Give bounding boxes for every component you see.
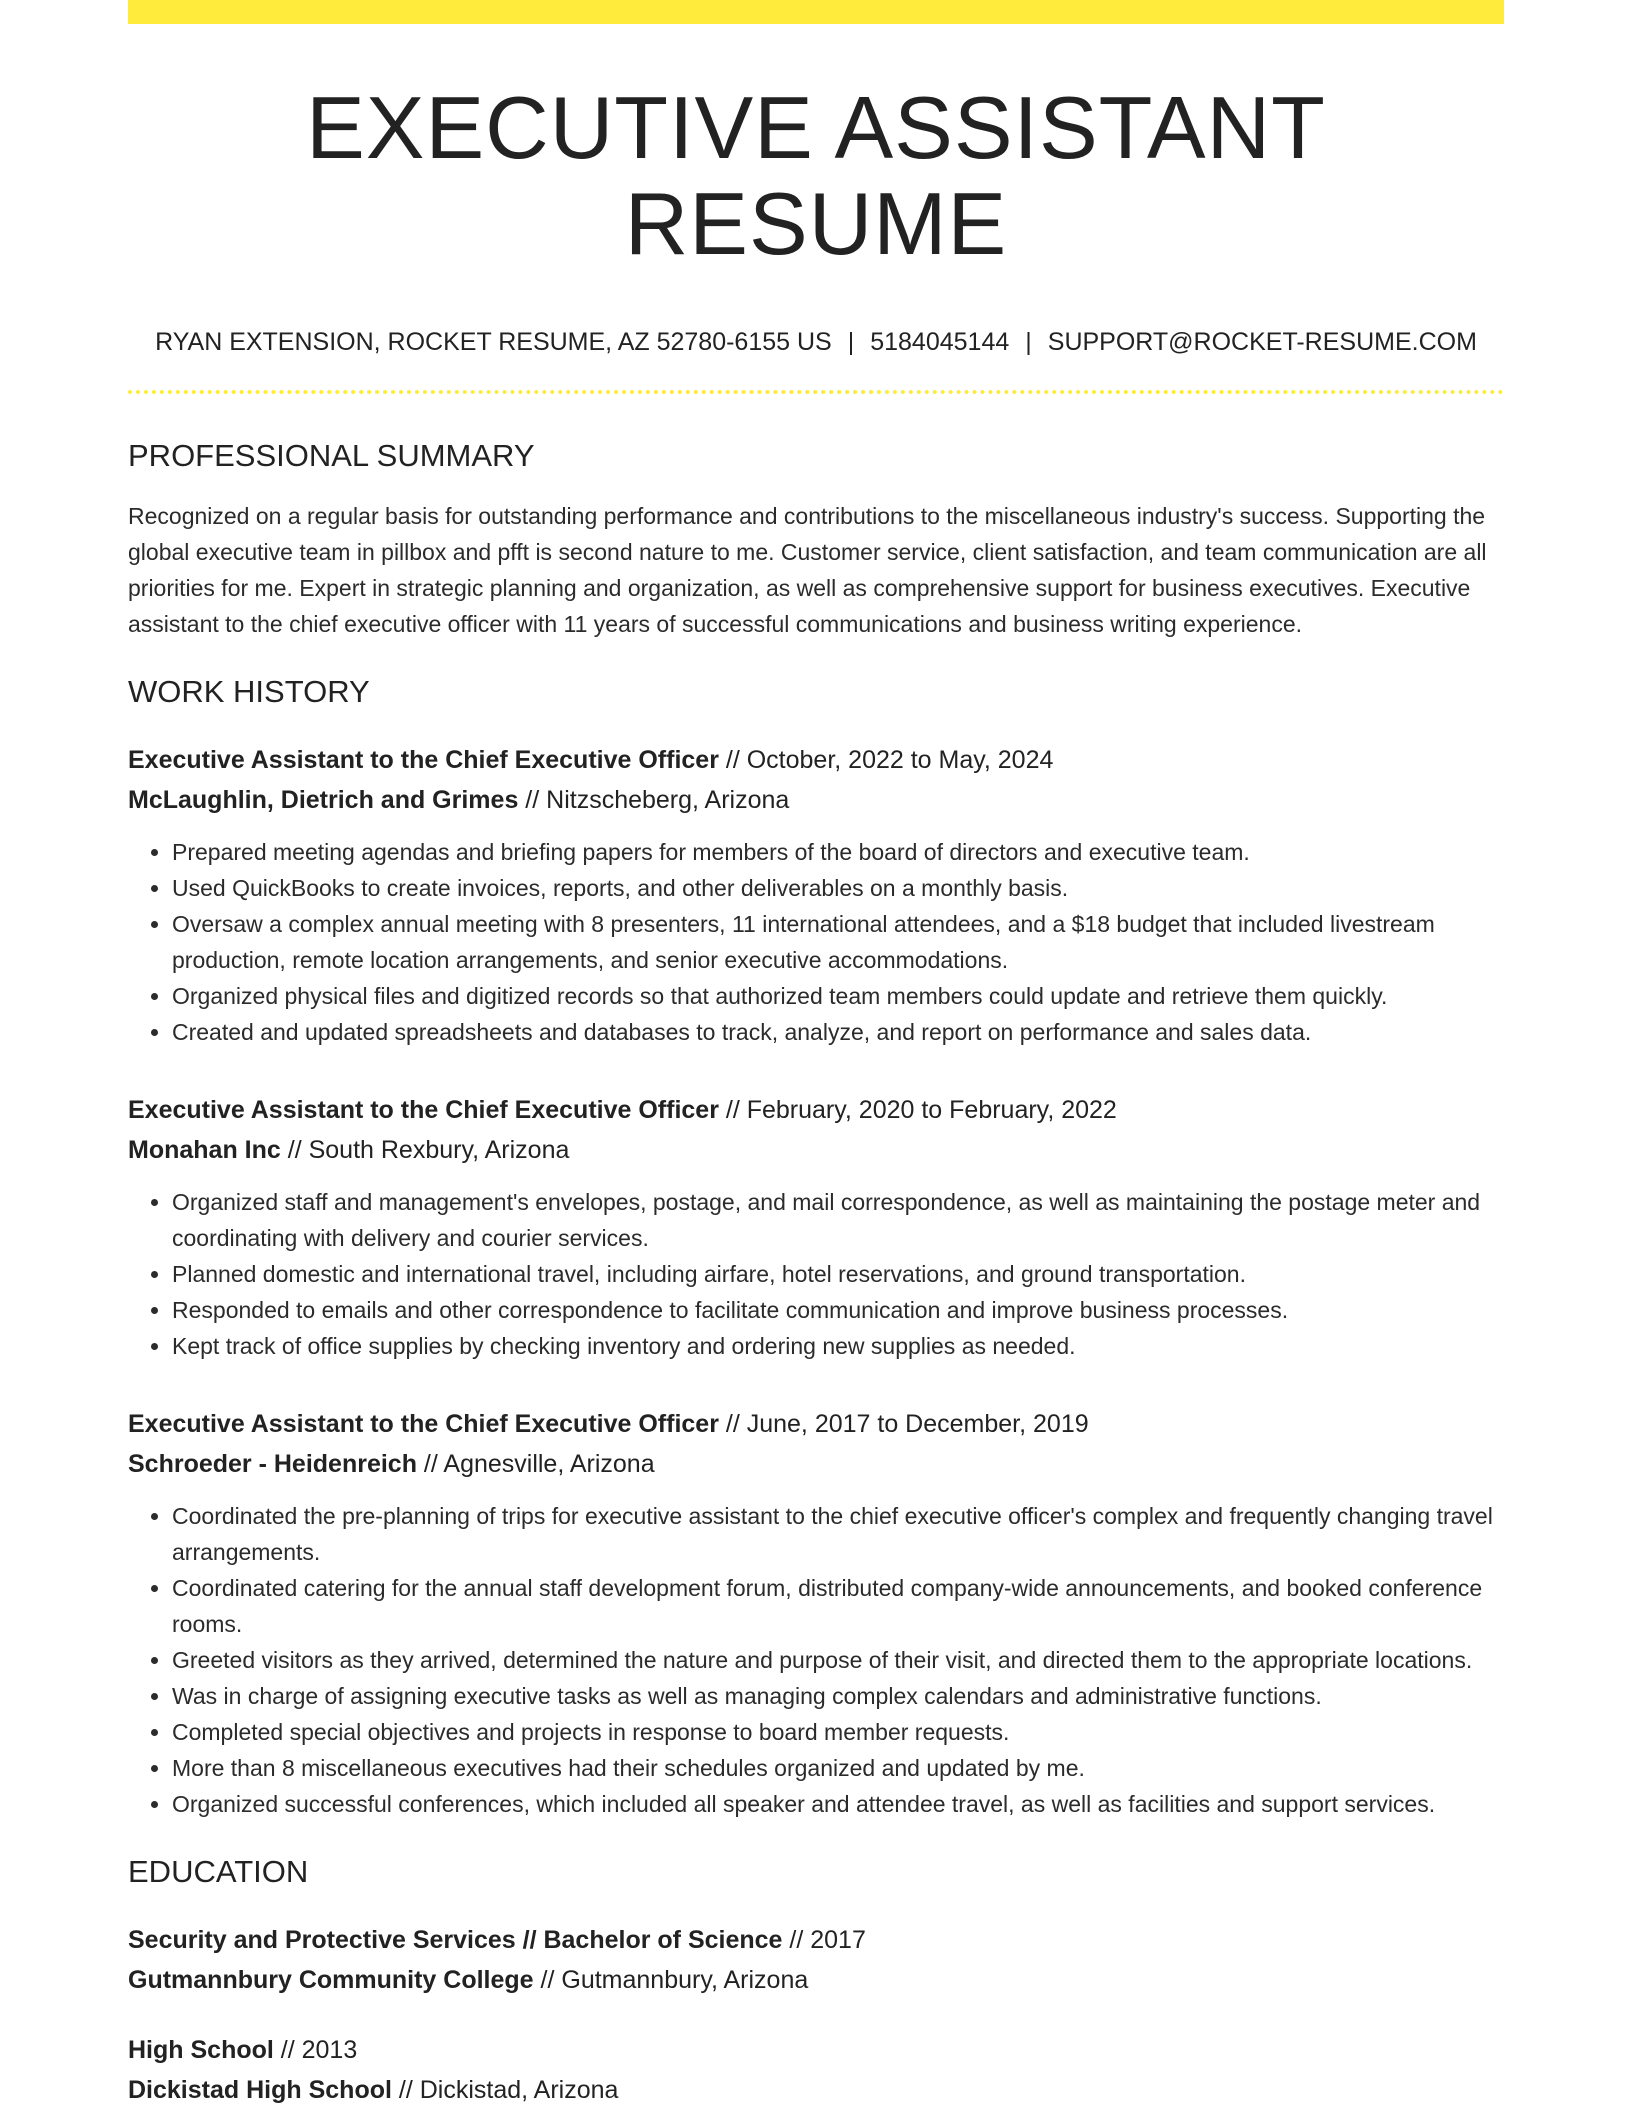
- section-heading-education: EDUCATION: [128, 1854, 309, 1889]
- job-bullet: • Coordinated catering for the annual staff development forum, distributed company-wide announcements, and booked conference rooms.: [172, 1570, 1504, 1642]
- job-bullet: • Oversaw a complex annual meeting with 8 presenters, 11 international attendees, and a $18 budget that included livestream production, remote location arrangements, and senior executive accommodations.: [172, 906, 1504, 978]
- section-heading-summary: PROFESSIONAL SUMMARY: [128, 438, 535, 473]
- job-bullet: • More than 8 miscellaneous executives had their schedules organized and updated by me.: [172, 1750, 1504, 1786]
- job-company: Schroeder - Heidenreich: [128, 1450, 417, 1478]
- degree: Security and Protective Services // Bachelor of Science: [128, 1926, 783, 1954]
- job-company: McLaughlin, Dietrich and Grimes: [128, 786, 519, 814]
- section-heading-work: WORK HISTORY: [128, 674, 370, 709]
- contact-separator: |: [1025, 328, 1032, 356]
- job-dates: // October, 2022 to May, 2024: [718, 746, 1054, 774]
- job-location: // Agnesville, Arizona: [416, 1450, 655, 1478]
- job-bullets: [128, 1498, 1504, 1822]
- dotted-divider: [128, 390, 1504, 394]
- job-location: // Nitzscheberg, Arizona: [518, 786, 790, 814]
- accent-top-bar: [128, 0, 1504, 24]
- job-bullet: • Prepared meeting agendas and briefing papers for members of the board of directors and executive team.: [172, 834, 1504, 870]
- job-bullet: • Kept track of office supplies by checking inventory and ordering new supplies as needed.: [172, 1328, 1504, 1364]
- job-bullet: • Planned domestic and international travel, including airfare, hotel reservations, and ground transportation.: [172, 1256, 1504, 1292]
- education-entry: [128, 2030, 1504, 2110]
- job-title: Executive Assistant to the Chief Executive Officer: [128, 1410, 719, 1438]
- school-line: [128, 1960, 1504, 2000]
- job-bullet: • Greeted visitors as they arrived, determined the nature and purpose of their visit, and directed them to the appropriate locations.: [172, 1642, 1504, 1678]
- job-bullet: • Organized physical files and digitized records so that authorized team members could update and retrieve them quickly.: [172, 978, 1504, 1014]
- resume-page: [128, 0, 1504, 2110]
- job-company-line: [128, 1130, 1504, 1170]
- school-name: Gutmannbury Community College: [128, 1966, 534, 1994]
- job-company-line: [128, 780, 1504, 820]
- job-company: Monahan Inc: [128, 1136, 281, 1164]
- job-bullets: [128, 834, 1504, 1050]
- degree-line: [128, 1920, 1504, 1960]
- professional-summary-section: [128, 436, 1504, 642]
- job-bullet: • Completed special objectives and projects in response to board member requests.: [172, 1714, 1504, 1750]
- contact-phone[interactable]: 5184045144: [870, 328, 1010, 356]
- school-line: [128, 2070, 1504, 2110]
- school-location: // Dickistad, Arizona: [391, 2076, 619, 2104]
- job-bullet: • Organized successful conferences, which included all speaker and attendee travel, as well as facilities and support services.: [172, 1786, 1504, 1822]
- job-title: Executive Assistant to the Chief Executive Officer: [128, 1096, 719, 1124]
- job-bullet: • Responded to emails and other correspondence to facilitate communication and improve business processes.: [172, 1292, 1504, 1328]
- contact-address: RYAN EXTENSION, ROCKET RESUME, AZ 52780-6155 US: [155, 328, 832, 356]
- contact-separator: |: [847, 328, 855, 356]
- school-location: // Gutmannbury, Arizona: [533, 1966, 809, 1994]
- job-location: // South Rexbury, Arizona: [280, 1136, 570, 1164]
- degree-line: [128, 2030, 1504, 2070]
- summary-paragraph: Recognized on a regular basis for outstanding performance and contributions to the miscellaneous industry's success. Supporting the global executive team in pillbox and pfft is second nature to me. Customer service, client satisfaction, and team communication are all priorities for me. Expert in strategic planning and organization, as well as comprehensive support for business executives. Executive assistant to the chief executive officer with 11 years of successful communications and business writing experience.: [128, 503, 1487, 637]
- work-history-section: [128, 672, 1504, 1822]
- job-company-line: [128, 1444, 1504, 1484]
- job-bullet: • Coordinated the pre-planning of trips for executive assistant to the chief executive officer's complex and frequently changing travel arrangements.: [172, 1498, 1504, 1570]
- job-entry: [128, 740, 1504, 1050]
- job-title-line: [128, 1404, 1504, 1444]
- education-entry: [128, 1920, 1504, 2000]
- job-bullet: • Was in charge of assigning executive tasks as well as managing complex calendars and administrative functions.: [172, 1678, 1504, 1714]
- job-title-line: [128, 1090, 1504, 1130]
- job-entry: [128, 1090, 1504, 1364]
- job-dates: // June, 2017 to December, 2019: [718, 1410, 1089, 1438]
- resume-title: EXECUTIVE ASSISTANT RESUME: [306, 78, 1326, 273]
- degree-year: // 2017: [782, 1926, 866, 1954]
- job-bullet: • Created and updated spreadsheets and databases to track, analyze, and report on performance and sales data.: [172, 1014, 1504, 1050]
- job-title: Executive Assistant to the Chief Executive Officer: [128, 746, 719, 774]
- degree: High School: [128, 2036, 274, 2064]
- education-section: [128, 1852, 1504, 2110]
- contact-email[interactable]: SUPPORT@ROCKET-RESUME.COM: [1047, 328, 1477, 356]
- job-entry: [128, 1404, 1504, 1822]
- contact-line: [128, 326, 1504, 358]
- job-title-line: [128, 740, 1504, 780]
- job-bullets: [128, 1184, 1504, 1364]
- job-bullet: • Organized staff and management's envelopes, postage, and mail correspondence, as well as maintaining the postage meter and coordinating with delivery and courier services.: [172, 1184, 1504, 1256]
- job-bullet: • Used QuickBooks to create invoices, reports, and other deliverables on a monthly basis.: [172, 870, 1504, 906]
- job-dates: // February, 2020 to February, 2022: [718, 1096, 1117, 1124]
- school-name: Dickistad High School: [128, 2076, 392, 2104]
- degree-year: // 2013: [273, 2036, 358, 2064]
